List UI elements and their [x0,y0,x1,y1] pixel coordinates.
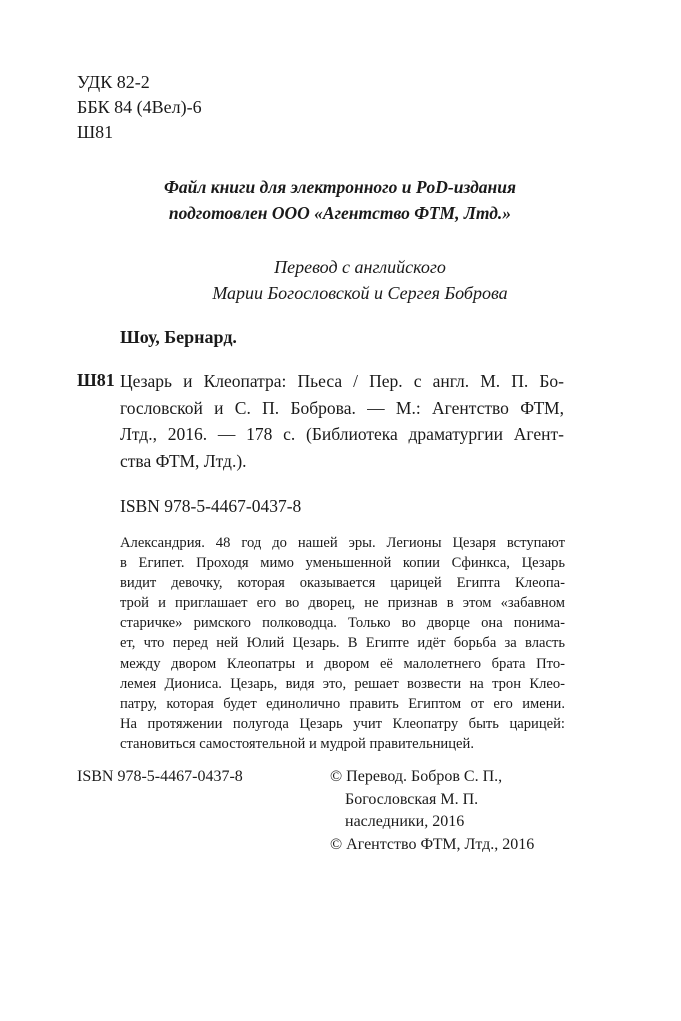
copyright-line: наследники, 2016 [345,813,465,830]
bibliographic-line: ства ФТМ, Лтд.). [120,450,247,471]
copyright-line: © Перевод. Бобров С. П., [330,768,503,785]
translation-line: Марии Богословской и Сергея Боброва [212,283,508,303]
copyright-line: Богословская М. П. [345,790,479,808]
classification-codes [77,70,202,145]
abstract-line: патру, которая будет единолично править Египтом от его имени. [120,695,565,712]
bibliographic-line: Цезарь и Клеопатра: Пьеса / Пер. с англ. М. П. Бо- [120,371,564,391]
abstract [120,533,565,754]
translation-credit [80,254,640,306]
preparation-line: подготовлен ООО «Агентство ФТМ, Лтд.» [168,203,512,223]
isbn-bottom: ISBN 978-5-4467-0437-8 [77,768,243,785]
abstract-line: в Египет. Проходя мимо уменьшенной копии Сфинкса, Цезарь [120,555,565,572]
bibliographic-line: гословской и С. П. Боброва. — М.: Агентство ФТМ, [120,397,564,418]
bibliographic-code: Ш81 [77,370,115,390]
preparation-line: Файл книги для электронного и PoD-издания [164,177,516,197]
translation-line: Перевод с английского [274,257,446,277]
isbn-main: ISBN 978-5-4467-0437-8 [120,496,302,516]
bibliographic-line: Лтд., 2016. — 178 с. (Библиотека драматургии Агент- [120,424,564,444]
abstract-line: ет, что перед ней Юлий Цезарь. В Египте идёт борьба за власть [120,635,565,652]
copyright-line: © Агентство ФТМ, Лтд., 2016 [330,835,535,853]
abstract-line: трой и приглашает его во дворец, не признав в этом «забавном [120,595,565,612]
author-code: Ш81 [77,122,114,142]
abstract-line: Александрия. 48 год до нашей эры. Легионы Цезаря вступают [120,535,565,551]
abstract-line: становиться самостоятельной и мудрой правительницей. [120,735,474,752]
bibliographic-description [120,368,564,474]
udk-code: УДК 82-2 [77,72,150,92]
abstract-line: На протяжении полугода Цезарь учит Клеопатру быть царицей: [120,715,565,732]
abstract-line: между двором Клеопатры и двором её малолетнего брата Пто- [120,655,565,672]
bbk-code: ББК 84 (4Вел)-6 [77,97,202,117]
abstract-line: лемея Диониса. Цезарь, видя это, решает возвести на трон Клео- [120,675,565,692]
abstract-line: старичке» римского полководца. Только во дворце она понима- [120,615,565,632]
abstract-line: видит девочку, которая оказывается царицей Египта Клеопа- [120,575,565,592]
author-name: Шоу, Бернард. [120,327,237,347]
copyright-notice [330,766,534,856]
preparation-note [80,174,600,226]
